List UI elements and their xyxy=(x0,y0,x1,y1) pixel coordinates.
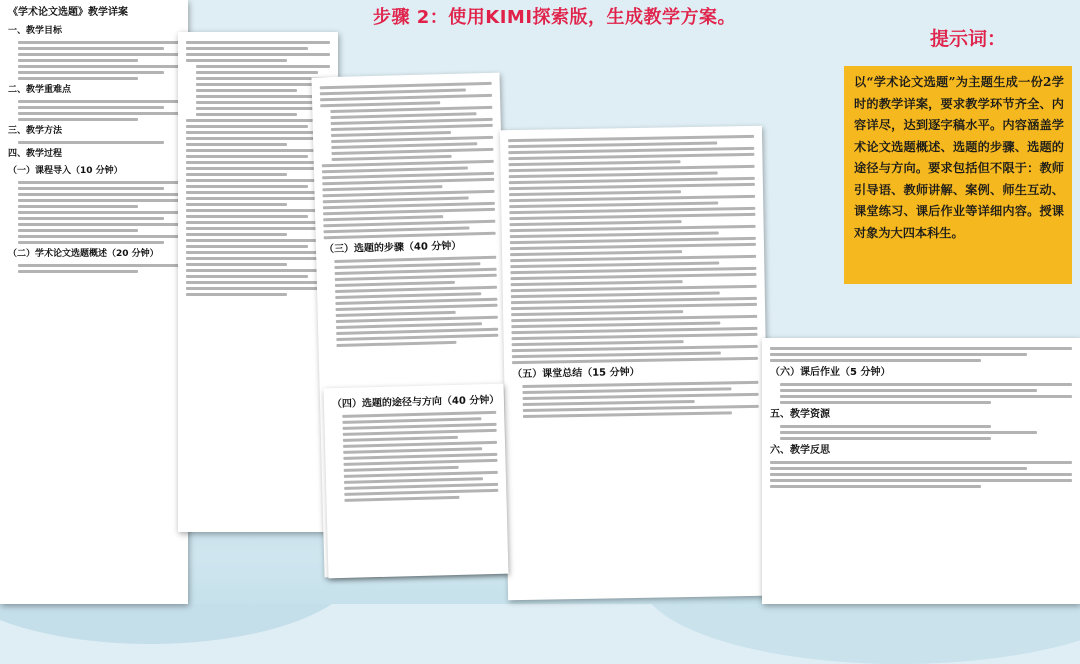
text-line xyxy=(18,181,180,184)
text-line xyxy=(196,77,330,80)
text-line xyxy=(512,340,684,346)
text-line xyxy=(186,275,308,278)
text-line xyxy=(18,211,180,214)
text-line xyxy=(770,359,981,362)
text-line xyxy=(186,221,330,224)
text-line xyxy=(770,473,1072,476)
text-line xyxy=(510,220,682,226)
text-line xyxy=(18,71,164,74)
text-line xyxy=(186,53,330,56)
text-line xyxy=(512,345,758,352)
text-line xyxy=(510,273,756,280)
text-line xyxy=(780,395,1072,398)
section-heading: 四、教学过程 xyxy=(8,149,63,159)
text-line xyxy=(336,341,456,347)
text-line xyxy=(770,479,1072,482)
text-line xyxy=(332,155,452,161)
text-line xyxy=(186,41,330,44)
text-line xyxy=(186,137,330,140)
text-line xyxy=(780,437,991,440)
text-line xyxy=(323,190,495,198)
text-line xyxy=(196,101,318,104)
text-line xyxy=(335,274,497,281)
text-line xyxy=(186,263,287,266)
text-line xyxy=(186,173,287,176)
text-line xyxy=(510,250,682,256)
text-line xyxy=(18,112,180,115)
text-line xyxy=(196,89,297,92)
text-line xyxy=(512,333,758,340)
text-line xyxy=(186,269,330,272)
text-line xyxy=(186,59,287,62)
text-line xyxy=(320,82,492,90)
text-line xyxy=(186,281,330,284)
text-line xyxy=(186,251,330,254)
document-page-4 xyxy=(500,126,770,601)
text-line xyxy=(780,431,1037,434)
text-line xyxy=(18,223,180,226)
text-line xyxy=(196,95,330,98)
section-heading: （五）课堂总结（15 分钟） xyxy=(512,366,640,381)
text-line xyxy=(343,429,497,436)
text-line xyxy=(770,467,1027,470)
text-line xyxy=(196,65,330,68)
text-line xyxy=(18,229,138,232)
text-line xyxy=(511,310,683,316)
text-line xyxy=(186,257,330,260)
section-heading: （三）选题的步骤（40 分钟） xyxy=(323,240,462,256)
text-line xyxy=(511,303,757,310)
text-line xyxy=(344,496,459,502)
text-line xyxy=(322,185,442,191)
text-line xyxy=(331,124,493,131)
text-line xyxy=(323,220,495,228)
document-page-3-lower xyxy=(324,384,509,579)
text-line xyxy=(780,389,1037,392)
text-line xyxy=(510,243,756,250)
text-line xyxy=(510,255,756,262)
text-line xyxy=(18,199,180,202)
text-line xyxy=(186,119,330,122)
text-line xyxy=(323,215,443,221)
text-line xyxy=(331,131,451,137)
text-line xyxy=(336,304,498,311)
text-line xyxy=(780,383,1072,386)
text-line xyxy=(186,167,330,170)
text-line xyxy=(508,160,680,166)
text-line xyxy=(343,436,458,442)
text-line xyxy=(18,77,138,80)
text-line xyxy=(196,83,330,86)
section-heading: 三、教学方法 xyxy=(8,126,63,136)
text-line xyxy=(18,235,180,238)
text-line xyxy=(336,334,498,341)
text-line xyxy=(523,393,759,400)
text-line xyxy=(18,270,138,273)
text-line xyxy=(186,203,287,206)
text-line xyxy=(18,59,138,62)
section-heading: （六）课后作业（5 分钟） xyxy=(770,367,891,378)
text-line xyxy=(186,131,330,134)
text-line xyxy=(335,281,455,287)
text-line xyxy=(186,239,330,242)
text-line xyxy=(331,148,493,155)
subsection-heading: （一）课程导入（10 分钟） xyxy=(8,166,123,176)
text-line xyxy=(344,459,498,466)
text-line xyxy=(18,241,164,244)
text-line xyxy=(186,155,308,158)
text-line xyxy=(18,205,138,208)
text-line xyxy=(509,165,755,172)
text-line xyxy=(509,183,755,190)
text-line xyxy=(770,485,981,488)
section-heading: （四）选题的途径与方向（40 分钟） xyxy=(331,394,500,411)
text-line xyxy=(186,215,308,218)
text-line xyxy=(18,53,180,56)
text-line xyxy=(18,47,164,50)
subsection-heading: （二）学术论文选题概述（20 分钟） xyxy=(8,249,159,259)
text-line xyxy=(509,213,755,220)
text-line xyxy=(320,94,492,102)
text-line xyxy=(18,187,164,190)
text-line xyxy=(508,135,754,142)
text-line xyxy=(770,353,1027,356)
text-line xyxy=(18,193,180,196)
text-line xyxy=(186,209,330,212)
text-line xyxy=(780,401,991,404)
text-line xyxy=(523,411,732,418)
text-line xyxy=(322,178,494,186)
text-line xyxy=(186,185,308,188)
text-line xyxy=(344,466,459,472)
text-line xyxy=(336,311,456,317)
text-line xyxy=(509,190,681,196)
text-line xyxy=(186,161,330,164)
text-line xyxy=(186,191,330,194)
document-page-5 xyxy=(762,338,1080,604)
prompt-box: 以“学术论文选题”为主题生成一份2学时的教学详案，要求教学环节齐全、内容详尽，达到逐字稿水平。内容涵盖学术论文选题概述、选题的步骤、选题的途径与方向。要求包括但不限于：教师引导语、教师讲解、案例、师生互动、课堂练习、课后作业等详细内容。授课对象为大四本科生。 xyxy=(844,66,1072,284)
text-line xyxy=(18,118,138,121)
text-line xyxy=(344,489,498,496)
hint-label: 提示词： xyxy=(930,28,1007,50)
text-line xyxy=(186,149,330,152)
text-line xyxy=(509,195,755,202)
text-line xyxy=(18,264,180,267)
text-line xyxy=(186,245,308,248)
text-line xyxy=(186,143,287,146)
text-line xyxy=(186,125,308,128)
text-line xyxy=(770,461,1072,464)
text-line xyxy=(186,197,330,200)
text-line xyxy=(18,65,180,68)
text-line xyxy=(186,227,330,230)
text-line xyxy=(186,47,308,50)
text-line xyxy=(511,280,683,286)
text-line xyxy=(186,287,330,290)
text-line xyxy=(770,347,1072,350)
text-line xyxy=(511,285,757,292)
section-heading: 五、教学资源 xyxy=(770,409,830,420)
step-title: 步骤 2：使用KIMI探索版，生成教学方案。 xyxy=(373,7,737,28)
document-title: 《学术论文选题》教学详案 xyxy=(8,7,128,18)
text-line xyxy=(322,160,494,168)
section-heading: 六、教学反思 xyxy=(770,445,830,456)
document-page-1 xyxy=(0,0,188,604)
text-line xyxy=(18,41,180,44)
text-line xyxy=(18,100,180,103)
text-line xyxy=(508,153,754,160)
text-line xyxy=(186,179,330,182)
section-heading: 一、教学目标 xyxy=(8,26,63,36)
text-line xyxy=(186,293,287,296)
text-line xyxy=(511,315,757,322)
text-line xyxy=(18,106,164,109)
text-line xyxy=(323,208,495,216)
text-line xyxy=(196,71,318,74)
text-line xyxy=(780,425,991,428)
text-line xyxy=(510,225,756,232)
text-line xyxy=(196,107,330,110)
text-line xyxy=(523,400,695,406)
text-line xyxy=(320,101,440,107)
text-line xyxy=(196,113,297,116)
text-line xyxy=(18,141,164,144)
section-heading: 二、教学重难点 xyxy=(8,85,72,95)
text-line xyxy=(18,217,164,220)
text-line xyxy=(186,233,287,236)
